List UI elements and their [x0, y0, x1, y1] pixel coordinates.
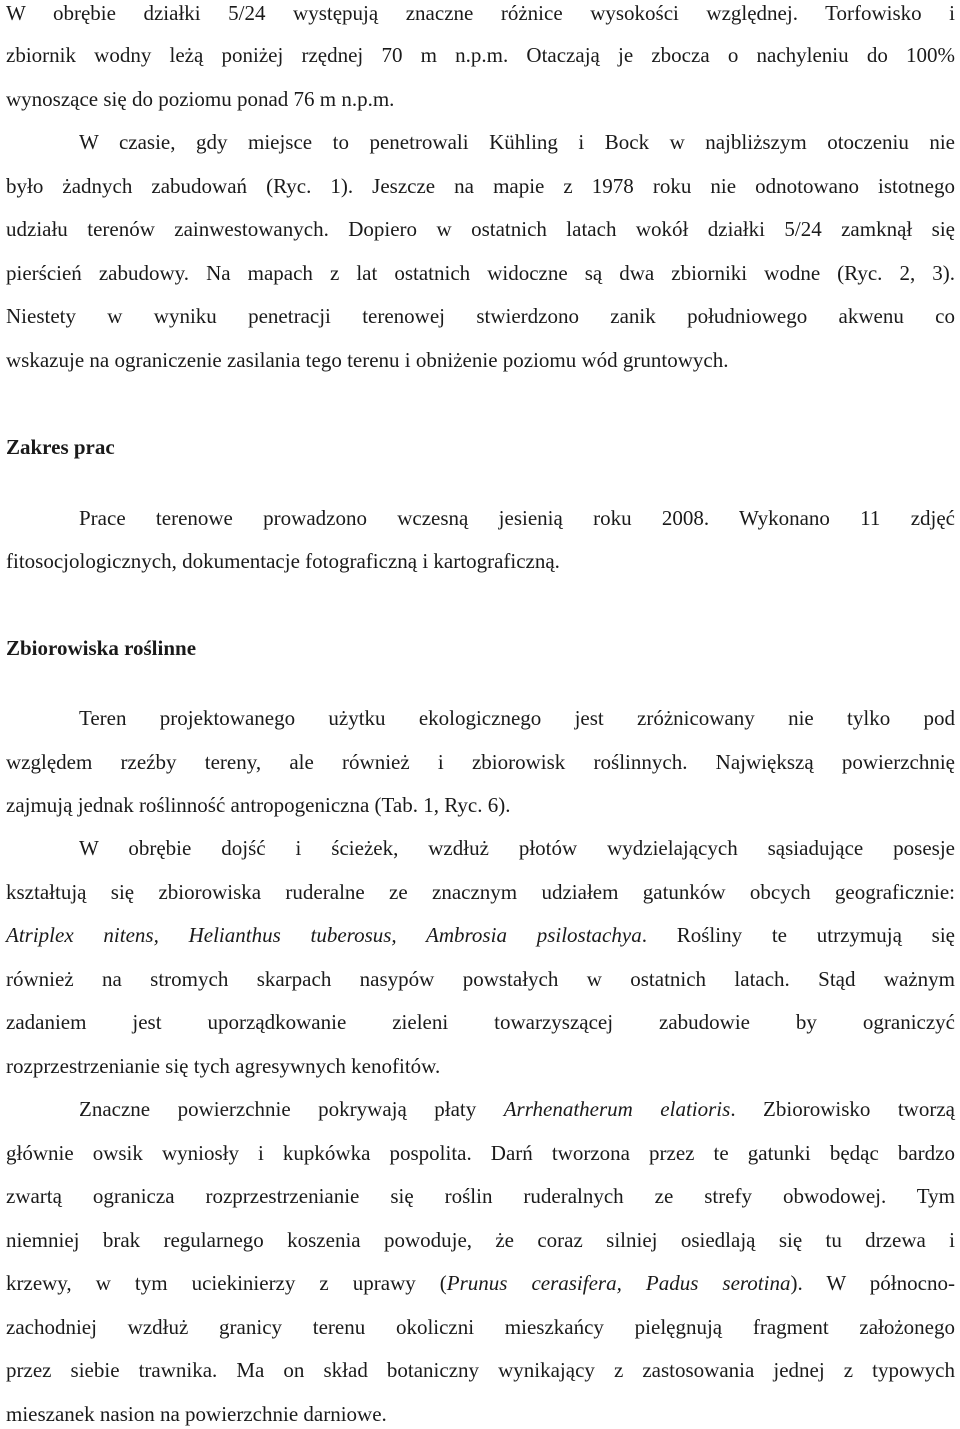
plants-p3-line-7: przez siebie trawnika. Ma on skład botaniczny wynikający z zastosowania jednej z typowych [6, 1358, 955, 1382]
section-heading-plants: Zbiorowiska roślinne [6, 636, 197, 660]
intro-line-2: zbiornik wodny leżą poniżej rzędnej 70 m n.p.m. Otaczają je zbocza o nachyleniu do 100% [6, 43, 955, 67]
plants-p2-line-3 [6, 920, 955, 950]
plants-p3-line-1 [79, 1094, 955, 1124]
plants-p3-line-1-post: . Zbiorowisko tworzą [730, 1097, 955, 1121]
intro-line-4: W czasie, gdy miejsce to penetrowali Kühling i Bock w najbliższym otoczeniu nie [79, 130, 955, 154]
intro-line-1: W obrębie działki 5/24 występują znaczne różnice wysokości względnej. Torfowisko i [6, 1, 955, 25]
prunus-padus-italic: Prunus cerasifera, Padus serotina [446, 1271, 791, 1295]
plants-p2-line-2: kształtują się zbiorowiska ruderalne ze znacznym udziałem gatunków obcych geograficznie: [6, 880, 955, 904]
scope-line-1: Prace terenowe prowadzono wczesną jesienią roku 2008. Wykonano 11 zdjęć [79, 506, 955, 530]
plants-p1-line-3: zajmują jednak roślinność antropogeniczna (Tab. 1, Ryc. 6). [6, 793, 511, 817]
plants-p3-line-1-pre: Znaczne powierzchnie pokrywają płaty [79, 1097, 504, 1121]
plants-p3-line-5-pre: krzewy, w tym uciekinierzy z uprawy ( [6, 1271, 447, 1295]
plants-p3-line-4: niemniej brak regularnego koszenia powoduje, że coraz silniej osiedlają się tu drzewa i [6, 1228, 955, 1252]
plants-p1-line-1: Teren projektowanego użytku ekologicznego jest zróżnicowany nie tylko pod [79, 706, 955, 730]
plants-p3-line-8: mieszanek nasion na powierzchnie darniowe. [6, 1402, 387, 1426]
intro-line-3: wynoszące się do poziomu ponad 76 m n.p.m. [6, 87, 395, 111]
species-list-italic: Atriplex nitens, Helianthus tuberosus, Ambrosia psilostachya [6, 923, 642, 947]
plants-p3-line-2: głównie owsik wyniosły i kupkówka pospolita. Darń tworzona przez te gatunki będąc bardzo [6, 1141, 955, 1165]
plants-p3-line-3: zwartą ogranicza rozprzestrzenianie się roślin ruderalnych ze strefy obwodowej. Tym [6, 1184, 955, 1208]
plants-p2-line-4: również na stromych skarpach nasypów powstałych w ostatnich latach. Stąd ważnym [6, 967, 955, 991]
scope-line-2: fitosocjologicznych, dokumentacje fotograficzną i kartograficzną. [6, 549, 560, 573]
plants-p3-line-5-post: ). W północno- [790, 1271, 955, 1295]
plants-p3-line-5 [6, 1268, 955, 1298]
plants-p2-line-6: rozprzestrzenianie się tych agresywnych kenofitów. [6, 1054, 441, 1078]
intro-line-9: wskazuje na ograniczenie zasilania tego terenu i obniżenie poziomu wód gruntowych. [6, 348, 729, 372]
plants-p2-line-3-rest: . Rośliny te utrzymują się [641, 923, 955, 947]
intro-line-6: udziału terenów zainwestowanych. Dopiero w ostatnich latach wokół działki 5/24 zamknął się [6, 217, 955, 241]
plants-p3-line-6: zachodniej wzdłuż granicy terenu okoliczni mieszkańcy pielęgnują fragment założonego [6, 1315, 955, 1339]
plants-p1-line-2: względem rzeźby tereny, ale również i zbiorowisk roślinnych. Największą powierzchnię [6, 750, 955, 774]
arrhenatherum-italic: Arrhenatherum elatioris [503, 1097, 731, 1121]
intro-line-8: Niestety w wyniku penetracji terenowej stwierdzono zanik południowego akwenu co [6, 304, 955, 328]
section-heading-scope: Zakres prac [6, 435, 115, 459]
intro-line-7: pierścień zabudowy. Na mapach z lat ostatnich widoczne są dwa zbiorniki wodne (Ryc. 2, 3). [6, 261, 955, 285]
intro-line-5: było żadnych zabudowań (Ryc. 1). Jeszcze na mapie z 1978 roku nie odnotowano istotnego [6, 174, 955, 198]
plants-p2-line-1: W obrębie dojść i ścieżek, wzdłuż płotów wydzielających sąsiadujące posesje [79, 836, 955, 860]
plants-p2-line-5: zadaniem jest uporządkowanie zieleni towarzyszącej zabudowie by ograniczyć [6, 1010, 955, 1034]
